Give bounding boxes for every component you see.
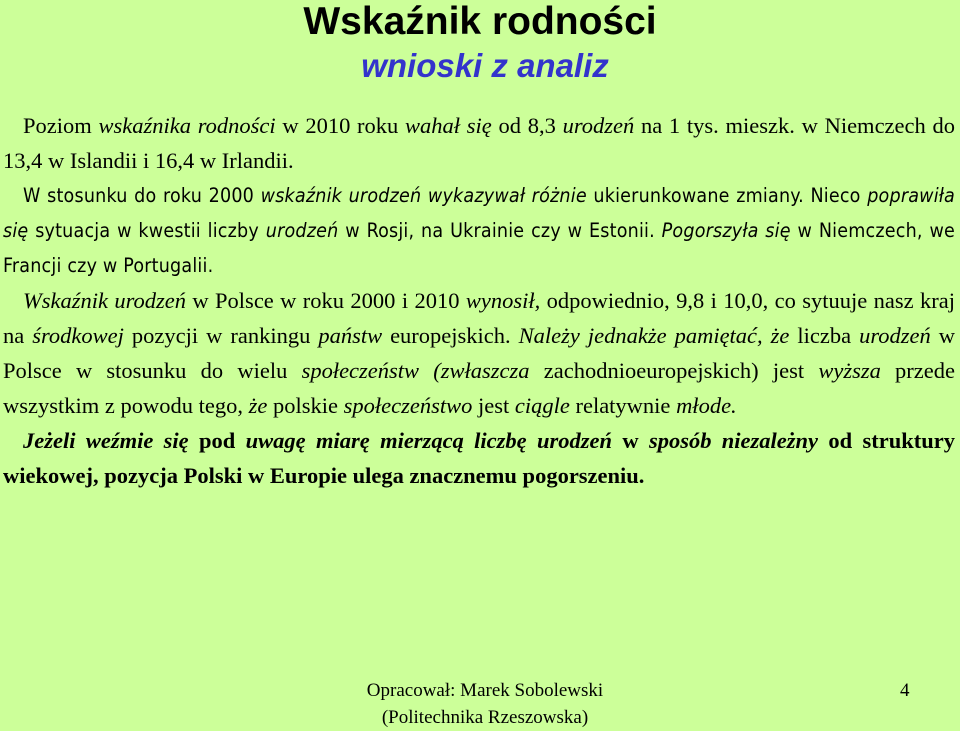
author-institution: (Politechnika Rzeszowska) — [381, 707, 589, 728]
p3-run: liczba — [789, 323, 860, 348]
p3-run: wynosił, — [465, 288, 541, 313]
paragraph-trend-2000 — [3, 178, 955, 283]
p1-run: Poziom — [23, 113, 99, 138]
p3-run: w Polsce w roku 2000 i 2010 — [186, 288, 466, 313]
author-name: Opracował: Marek Sobolewski — [366, 680, 604, 701]
p2-run: sytuacja w kwestii liczby — [28, 219, 266, 242]
p2-run: W stosunku do roku 2000 — [23, 184, 261, 207]
p3-run: polskie — [267, 393, 344, 418]
slide-body — [3, 108, 955, 493]
p3-run: w Polsce w stosunku do wielu — [3, 323, 956, 383]
p2-run: w Niemczech, we Francji czy w Portugalii. — [3, 219, 956, 277]
p1-run: urodzeń — [562, 113, 635, 138]
slide-title: Wskaźnik rodności — [303, 0, 657, 43]
p1-run: w 2010 roku — [275, 113, 406, 138]
slide-subtitle: wnioski z analiz — [361, 47, 609, 84]
p4-run: Jeżeli weźmie się — [23, 428, 189, 453]
p2-run: wskaźnik urodzeń wykazywał różnie — [260, 184, 587, 207]
p1-run: na 1 tys. mieszk. w Niemczech do 13,4 w Islandii i 16,4 w Irlandii. — [3, 113, 955, 173]
p4-run: uwagę miarę mierzącą liczbę urodzeń — [245, 428, 612, 453]
p3-run: ciągle — [514, 393, 570, 418]
p4-run: od struktury wiekowej, pozycja Polski w Europie ulega znacznemu pogorszeniu. — [3, 428, 956, 488]
p3-run: środkowej — [32, 323, 124, 348]
p4-run: sposób niezależny — [648, 428, 819, 453]
p2-run: w Rosji, na Ukrainie czy w Estonii. — [338, 219, 662, 242]
p1-run: wskaźnika rodności — [98, 113, 276, 138]
p1-run: wahał się — [405, 113, 492, 138]
page-number: 4 — [900, 680, 910, 701]
p3-run: jest — [472, 393, 515, 418]
p2-run: poprawiła się — [3, 184, 955, 242]
paragraph-fertility-level — [3, 108, 955, 178]
p3-run: społeczeństw (zwłaszcza — [301, 358, 530, 383]
p3-run: europejskich. — [382, 323, 519, 348]
p3-run: że — [248, 393, 268, 418]
p4-run: pod — [188, 428, 246, 453]
paragraph-standardized-measure — [3, 423, 955, 493]
p3-run: Należy jednakże pamiętać, że — [518, 323, 790, 348]
p3-run: przede wszystkim z powodu tego, — [3, 358, 956, 418]
p3-run: relatywnie — [569, 393, 677, 418]
p3-run: państw — [318, 323, 383, 348]
p3-run: młode. — [676, 393, 737, 418]
p3-run: zachodnioeuropejskich) jest — [529, 358, 819, 383]
p3-run: urodzeń — [859, 323, 931, 348]
p3-run: społeczeństwo — [343, 393, 473, 418]
p1-run: od 8,3 — [491, 113, 563, 138]
p2-run: Pogorszyła się — [661, 219, 791, 242]
p2-run: ukierunkowane zmiany. Nieco — [586, 184, 868, 207]
p3-run: odpowiednio, 9,8 i 10,0, co sytuuje nasz kraj na — [3, 288, 955, 348]
paragraph-poland — [3, 283, 955, 423]
p3-run: wyższa — [818, 358, 881, 383]
p3-run: pozycji w rankingu — [123, 323, 319, 348]
p4-run: w — [612, 428, 649, 453]
p2-run: urodzeń — [265, 219, 339, 242]
p3-run: Wskaźnik urodzeń — [23, 288, 187, 313]
footer-author — [300, 677, 670, 731]
